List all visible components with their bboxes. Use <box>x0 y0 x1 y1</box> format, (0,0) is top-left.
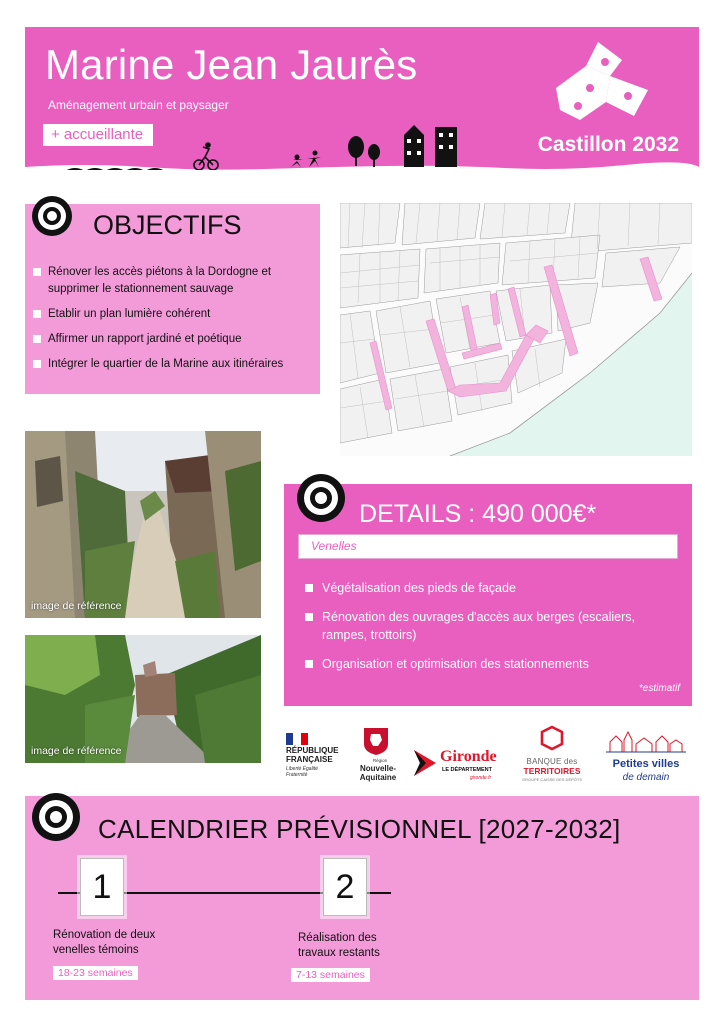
list-item-text: Rénover les accès piétons à la Dordogne et supprimer le stationnement sauvage <box>48 266 272 295</box>
list-item <box>30 356 318 373</box>
step-number-box <box>323 858 367 916</box>
header-banner <box>25 27 699 170</box>
nouvelle-aquitaine-logo <box>350 724 406 786</box>
target-icon <box>297 474 345 522</box>
republique-text: RÉPUBLIQUE FRANÇAISE <box>286 746 339 764</box>
petites-villes-line2: de demain <box>622 772 670 783</box>
page-subtitle: Aménagement urbain et paysager <box>48 98 229 112</box>
venelles-field <box>298 534 678 559</box>
list-item-text: Organisation et optimisation des stationnements <box>322 657 589 671</box>
reference-photo-1 <box>25 431 261 618</box>
region-small-text: Région <box>372 758 388 763</box>
calendar-heading: CALENDRIER PRÉVISIONNEL [2027-2032] <box>98 814 621 844</box>
bullet-icon <box>305 613 313 621</box>
gironde-name: Gironde <box>440 748 497 765</box>
gironde-sub: LE DÉPARTEMENT <box>442 767 493 773</box>
list-item <box>302 608 682 644</box>
list-item-text: Etablir un plan lumière cohérent <box>48 308 211 320</box>
bullet-icon <box>305 660 313 668</box>
trees-icon <box>348 136 380 167</box>
houses-icon <box>404 125 457 167</box>
republique-francaise-logo <box>284 724 346 786</box>
cyclist-icon <box>194 143 218 170</box>
details-panel <box>284 484 692 706</box>
list-item-text: Rénovation des ouvrages d'accès aux berges (escaliers, rampes, trottoirs) <box>322 610 635 642</box>
list-item-text: Végétalisation des pieds de façade <box>322 581 516 595</box>
banque-territoires-logo <box>512 724 592 786</box>
petites-villes-line1: Petites villes <box>612 758 680 770</box>
castillon-logo-icon <box>550 40 655 124</box>
gironde-arrow-icon <box>410 748 440 778</box>
bullet-icon <box>33 360 41 368</box>
step-number: 1 <box>92 868 112 906</box>
target-icon <box>32 793 80 841</box>
banque-line2: TERRITOIRES <box>523 766 581 776</box>
venelles-label: Venelles <box>311 539 357 553</box>
partner-logos <box>284 724 694 786</box>
banque-line3: GROUPE CAISSE DES DÉPÔTS <box>521 777 582 782</box>
calendar-panel <box>25 796 699 1000</box>
city-label: Castillon 2032 <box>537 133 679 156</box>
list-item <box>302 579 682 597</box>
gironde-logo <box>410 724 506 786</box>
photo-caption: image de référence <box>31 600 122 612</box>
objectives-list <box>30 264 318 381</box>
village-skyline-icon <box>606 730 686 754</box>
region-text: Nouvelle- Aquitaine <box>359 764 397 782</box>
estimate-note: *estimatif <box>638 683 680 694</box>
photo-caption: image de référence <box>31 745 122 757</box>
bullet-icon <box>305 584 313 592</box>
bullet-icon <box>33 268 41 276</box>
page-title: Marine Jean Jaurès <box>45 41 418 88</box>
theme-tag: + accueillante <box>43 124 153 146</box>
reference-photo-2 <box>25 635 261 763</box>
bullet-icon <box>33 310 41 318</box>
banque-line1: BANQUE des <box>526 757 578 766</box>
petites-villes-logo <box>600 724 692 786</box>
pedestrians-icon <box>291 151 321 168</box>
objectives-panel <box>25 204 320 394</box>
flag-icon <box>286 733 308 745</box>
street-silhouettes-icon <box>25 123 699 170</box>
step-duration: 18-23 semaines <box>53 966 138 980</box>
list-item <box>30 264 318 298</box>
details-list <box>302 579 682 684</box>
lion-shield-icon <box>362 726 390 756</box>
republique-motto: Liberté Égalité Fraternité <box>286 766 318 778</box>
objectives-heading: OBJECTIFS <box>93 210 242 240</box>
step-number-box <box>80 858 124 916</box>
step-number: 2 <box>335 868 355 906</box>
hexagon-icon <box>540 725 564 751</box>
step-label: Réalisation des travaux restants <box>298 932 380 959</box>
list-item-text: Intégrer le quartier de la Marine aux itinéraires <box>48 358 284 370</box>
target-icon <box>32 196 72 236</box>
bullet-icon <box>33 335 41 343</box>
list-item <box>30 306 318 323</box>
list-item <box>302 655 682 673</box>
list-item-text: Affirmer un rapport jardiné et poétique <box>48 333 242 345</box>
step-duration: 7-13 semaines <box>291 968 370 982</box>
details-heading: DETAILS : 490 000€* <box>359 500 597 528</box>
site-map <box>340 203 692 456</box>
list-item <box>30 331 318 348</box>
step-label: Rénovation de deux venelles témoins <box>53 929 156 956</box>
gironde-url: gironde.fr <box>470 775 492 781</box>
